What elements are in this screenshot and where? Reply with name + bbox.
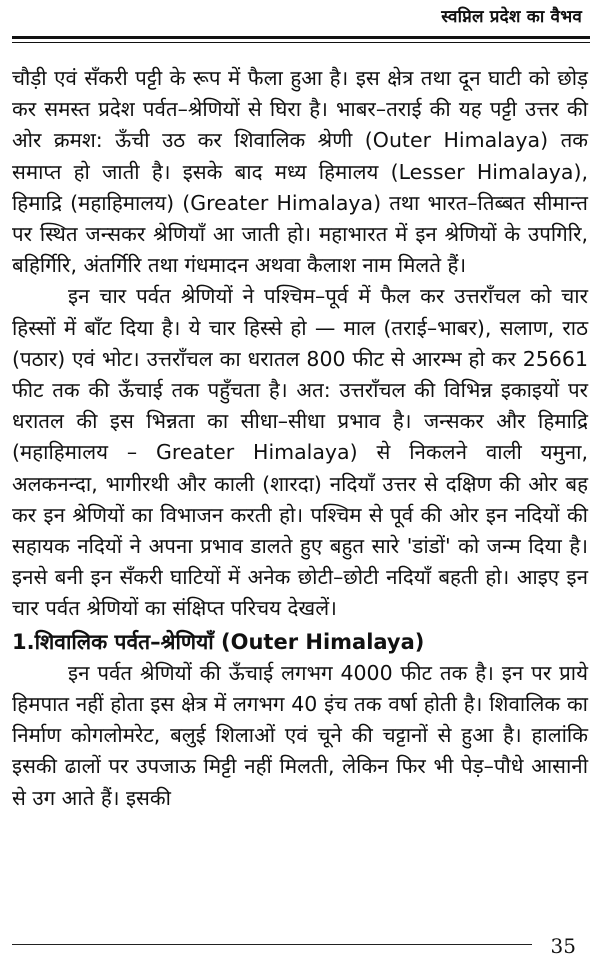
running-title: स्वप्निल प्रदेश का वैभव xyxy=(441,7,582,27)
paragraph-shivalik: इन पर्वत श्रेणियों की ऊँचाई लगभग 4000 फीट तक है। इन पर प्राये हिमपात नहीं होता इस क्षेत्र में लगभग 40 इंच तक वर्षा होती है। शिवालिक का निर्माण कोगलोमरेट, बलुई शिलाओं एवं चूने की चट्टानों से हुआ है। हालांकि इसकी ढालों पर उपजाऊ मिट्टी नहीं मिलती, लेकिन फिर भी पेड़–पौधे आसानी से उग आते हैं। इसकी xyxy=(12,660,588,810)
header-rule-thin xyxy=(12,42,590,43)
body-text xyxy=(12,63,588,814)
header-rule-thick xyxy=(12,36,590,39)
page-number: 35 xyxy=(550,934,576,958)
paragraph-continued: चौड़ी एवं सँकरी पट्टी के रूप में फैला हुआ है। इस क्षेत्र तथा दून घाटी को छोड़ कर समस्त प्रदेश पर्वत–श्रेणियों से घिरा है। भाबर–तराई की यह पट्टी उत्तर की ओर क्रमश: ऊँची उठ कर शिवालिक श्रेणी (Outer Himalaya) तक समाप्त हो जाती है। इसके बाद मध्य हिमालय (Lesser Himalaya), हिमाद्रि (महाहिमालय) (Greater Himalaya) तथा भारत–तिब्बत सीमान्त पर स्थित जन्सकर श्रेणियाँ आ जाती हो। महाभारत में इन श्रेणियों के उपगिरि, बहिर्गिरि, अंतर्गिरि तथा गंधमादन अथवा कैलाश नाम मिलते हैं। xyxy=(12,66,588,278)
paragraph-mountain-ranges: इन चार पर्वत श्रेणियों ने पश्चिम–पूर्व में फैल कर उत्तराँचल को चार हिस्सों में बाँट दिया है। ये चार हिस्से हो — माल (तराई–भाबर), सलाण, राठ (पठार) एवं भोट। उत्तराँचल का धरातल 800 फीट से आरम्भ हो कर 25661 फीट तक की ऊँचाई तक पहुँचता है। अत: उत्तराँचल की विभिन्न इकाइयों पर धरातल की इस भिन्नता का सीधा–सीधा प्रभाव है। जन्सकर और हिमाद्रि (महाहिमालय – Greater Himalaya) से निकलने वाली यमुना, अलकनन्दा, भागीरथी और काली (शारदा) नदियाँ उत्तर से दक्षिण की ओर बह कर इन श्रेणियों का विभाजन करती हो। पश्चिम से पूर्व की ओर इन नदियों की सहायक नदियों ने अपना प्रभाव डालते हुए बहुत सारे 'डांडों' को जन्म दिया है। इनसे बनी इन सँकरी घाटियों में अनेक छोटी–छोटी नदियाँ बहती हो। आइए इन चार पर्वत श्रेणियों का संक्षिप्त परिचय देखलें। xyxy=(12,284,588,621)
section-heading-shivalik: 1.शिवालिक पर्वत–श्रेणियाँ (Outer Himalaya) xyxy=(12,629,425,654)
footer-rule xyxy=(12,944,532,945)
